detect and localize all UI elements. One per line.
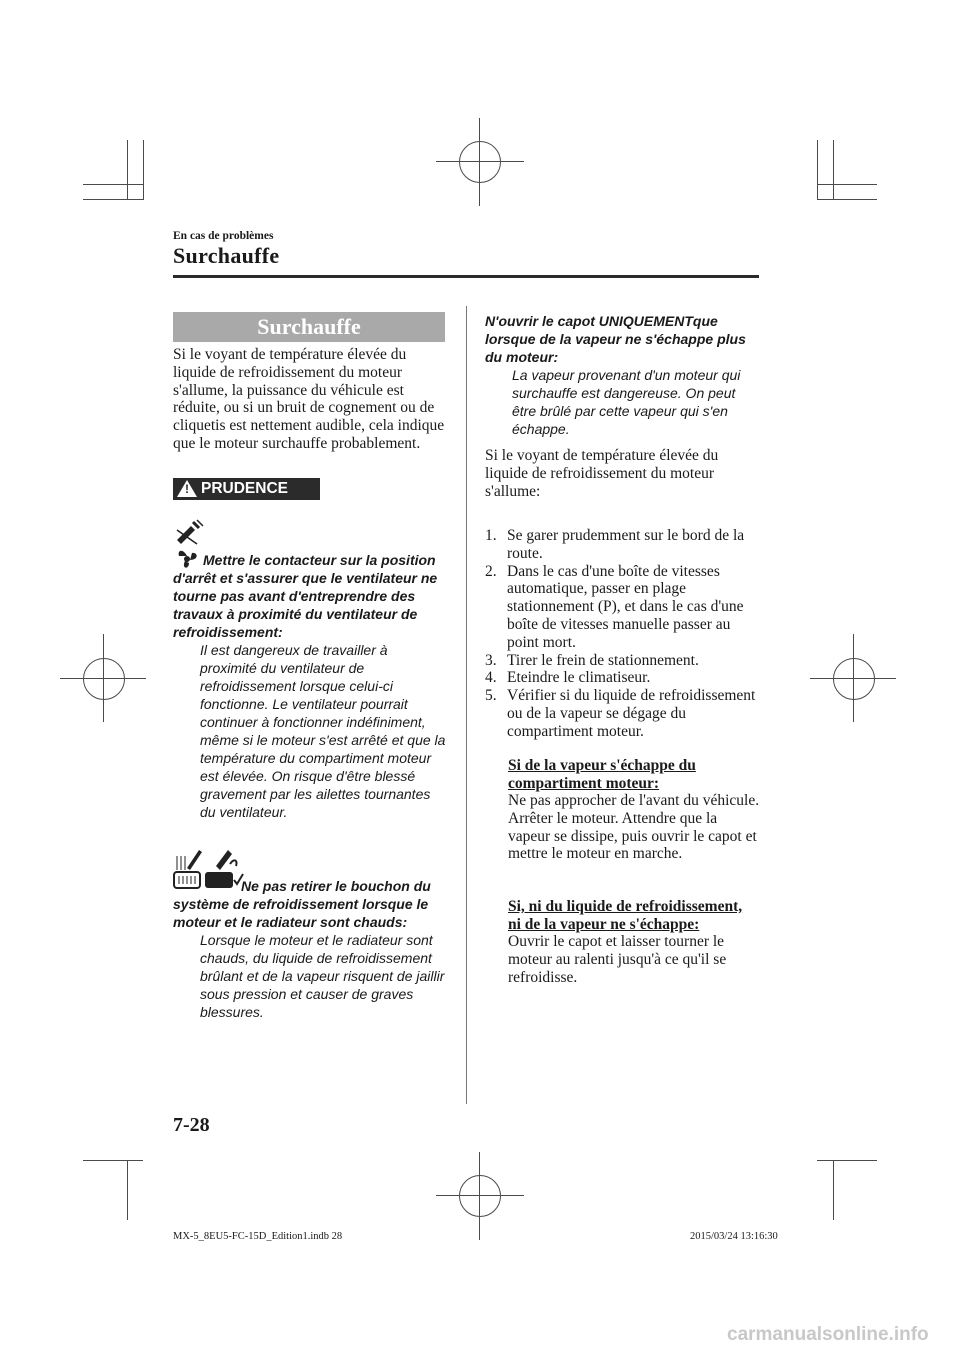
- header-rule: [173, 275, 759, 278]
- page-number: 7-28: [173, 1114, 210, 1136]
- column-divider: [466, 306, 467, 1104]
- caution-fan-title: Mettre le contacteur sur la position d'arrêt et s'assurer que le ventilateur ne tourne pas avant d'entreprendre des travaux à proximité du ventilateur de refroidissement:: [173, 552, 438, 640]
- caution-fan-body: Il est dangereux de travailler à proximité du ventilateur de refroidissement lorsque celui-ci fonctionne. Le ventilateur pourrait continuer à fonctionner indéfiniment, même si le moteur s'est arrêté et que la température du compartiment moteur est élevée. On risque d'être blessé gravement par les ailettes tournantes du ventilateur.: [200, 642, 446, 820]
- warning-label: PRUDENCE: [201, 480, 288, 497]
- step-item: 1. Se garer prudemment sur le bord de la route.: [485, 527, 745, 562]
- caution-cap-title: Ne pas retirer le bouchon du système de refroidissement lorsque le moteur et le radiateur sont chauds:: [173, 878, 431, 930]
- step-item: 5. Vérifier si du liquide de refroidissement ou de la vapeur se dégage du compartiment moteur.: [485, 687, 756, 740]
- caution-cap-body: Lorsque le moteur et le radiateur sont chauds, du liquide de refroidissement brûlant et de la vapeur risquent de jaillir sous pression et causer de graves blessures.: [200, 932, 445, 1020]
- step-item: 4. Eteindre le climatiseur.: [485, 669, 651, 687]
- sub-body-steam: Ne pas approcher de l'avant du véhicule. Arrêter le moteur. Attendre que la vapeur se dissipe, puis ouvrir le capot et mettre le moteur en marche.: [508, 792, 760, 863]
- intro-paragraph: Si le voyant de température élevée du liquide de refroidissement du moteur s'allume, la puissance du véhicule est réduite, ou si un bruit de cognement ou de cliquetis est nettement audible, cela indique que le moteur surchauffe probablement.: [173, 346, 445, 452]
- section-title-band: Surchauffe: [173, 312, 445, 342]
- caution-hood-title: N'ouvrir le capot UNIQUEMENTque lorsque de la vapeur ne s'échappe plus du moteur:: [485, 313, 746, 365]
- watermark: carmanualsonline.info: [727, 1324, 929, 1345]
- caution-hood-body: La vapeur provenant d'un moteur qui surchauffe est dangereuse. On peut être brûlé par cette vapeur qui s'en échappe.: [512, 367, 741, 437]
- warning-badge: ! PRUDENCE: [173, 478, 320, 500]
- sub-heading-steam: Si de la vapeur s'échappe du compartiment moteur:: [508, 757, 696, 792]
- print-timestamp: 2015/03/24 13:16:30: [690, 1231, 778, 1242]
- procedure-list: [485, 527, 763, 741]
- page-title: Surchauffe: [173, 243, 280, 268]
- file-info: MX-5_8EU5-FC-15D_Edition1.indb 28: [173, 1231, 343, 1242]
- sub-body-no-steam: Ouvrir le capot et laisser tourner le moteur au ralenti jusqu'à ce qu'il se refroidisse.: [508, 933, 727, 986]
- step-item: 3. Tirer le frein de stationnement.: [485, 651, 699, 669]
- section-label: En cas de problèmes: [173, 230, 274, 242]
- sub-heading-no-steam: Si, ni du liquide de refroidissement, ni de la vapeur ne s'échappe:: [508, 898, 743, 933]
- lead-paragraph: Si le voyant de température élevée du liquide de refroidissement du moteur s'allume:: [485, 447, 719, 500]
- step-item: 2. Dans le cas d'une boîte de vitesses automatique, passer en plage stationnement (P), et dans le cas d'une boîte de vitesses manuelle passer au point mort.: [485, 562, 744, 651]
